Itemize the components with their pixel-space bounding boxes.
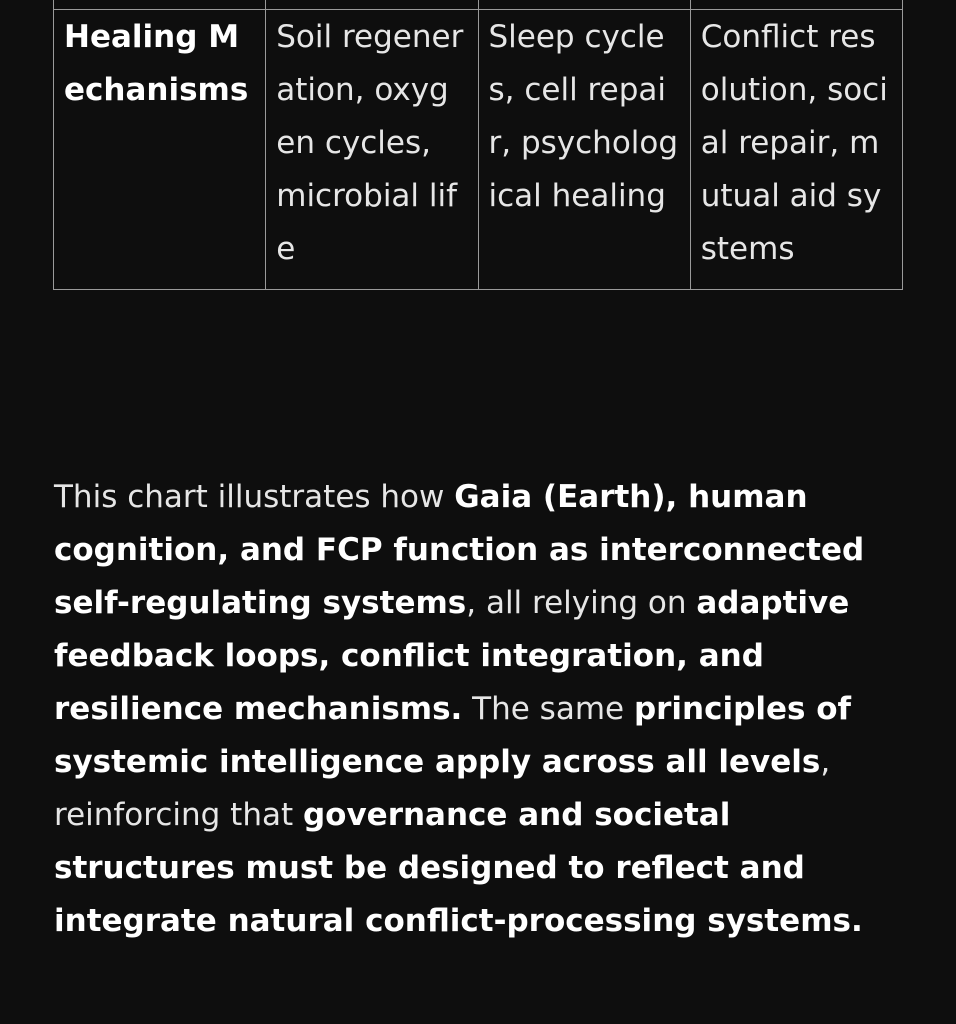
paragraph-text: The same [462,691,634,727]
paragraph-text: , reinforcing that [54,744,831,833]
table-row-healing-mechanisms [54,10,903,290]
cell-human-cognition: Sleep cycles, cell repair, psychological healing [478,10,690,290]
table-cell [266,0,478,10]
paragraph-bold: governance and societal structures must be designed to reflect and integrate natural conflict-processing systems. [54,797,863,939]
paragraph-bold: Gaia (Earth), human cognition, and FCP function as interconnected self-regulating systems [54,479,865,621]
previous-table-row [54,0,903,10]
row-header-healing-mechanisms: Healing Mechanisms [54,10,266,290]
summary-paragraph [54,471,914,948]
paragraph-text: This chart illustrates how [54,479,455,515]
paragraph-text: , all relying on [466,585,697,621]
table-cell [690,0,902,10]
paragraph-bold: principles of systemic intelligence apply across all levels [54,691,851,780]
cell-gaia: Soil regeneration, oxygen cycles, microbial life [266,10,478,290]
table-cell [54,0,266,10]
table-cell [478,0,690,10]
comparison-table [53,0,903,290]
paragraph-bold: adaptive feedback loops, conflict integration, and resilience mechanisms. [54,585,850,727]
cell-fcp: Conflict resolution, social repair, mutual aid systems [690,10,902,290]
